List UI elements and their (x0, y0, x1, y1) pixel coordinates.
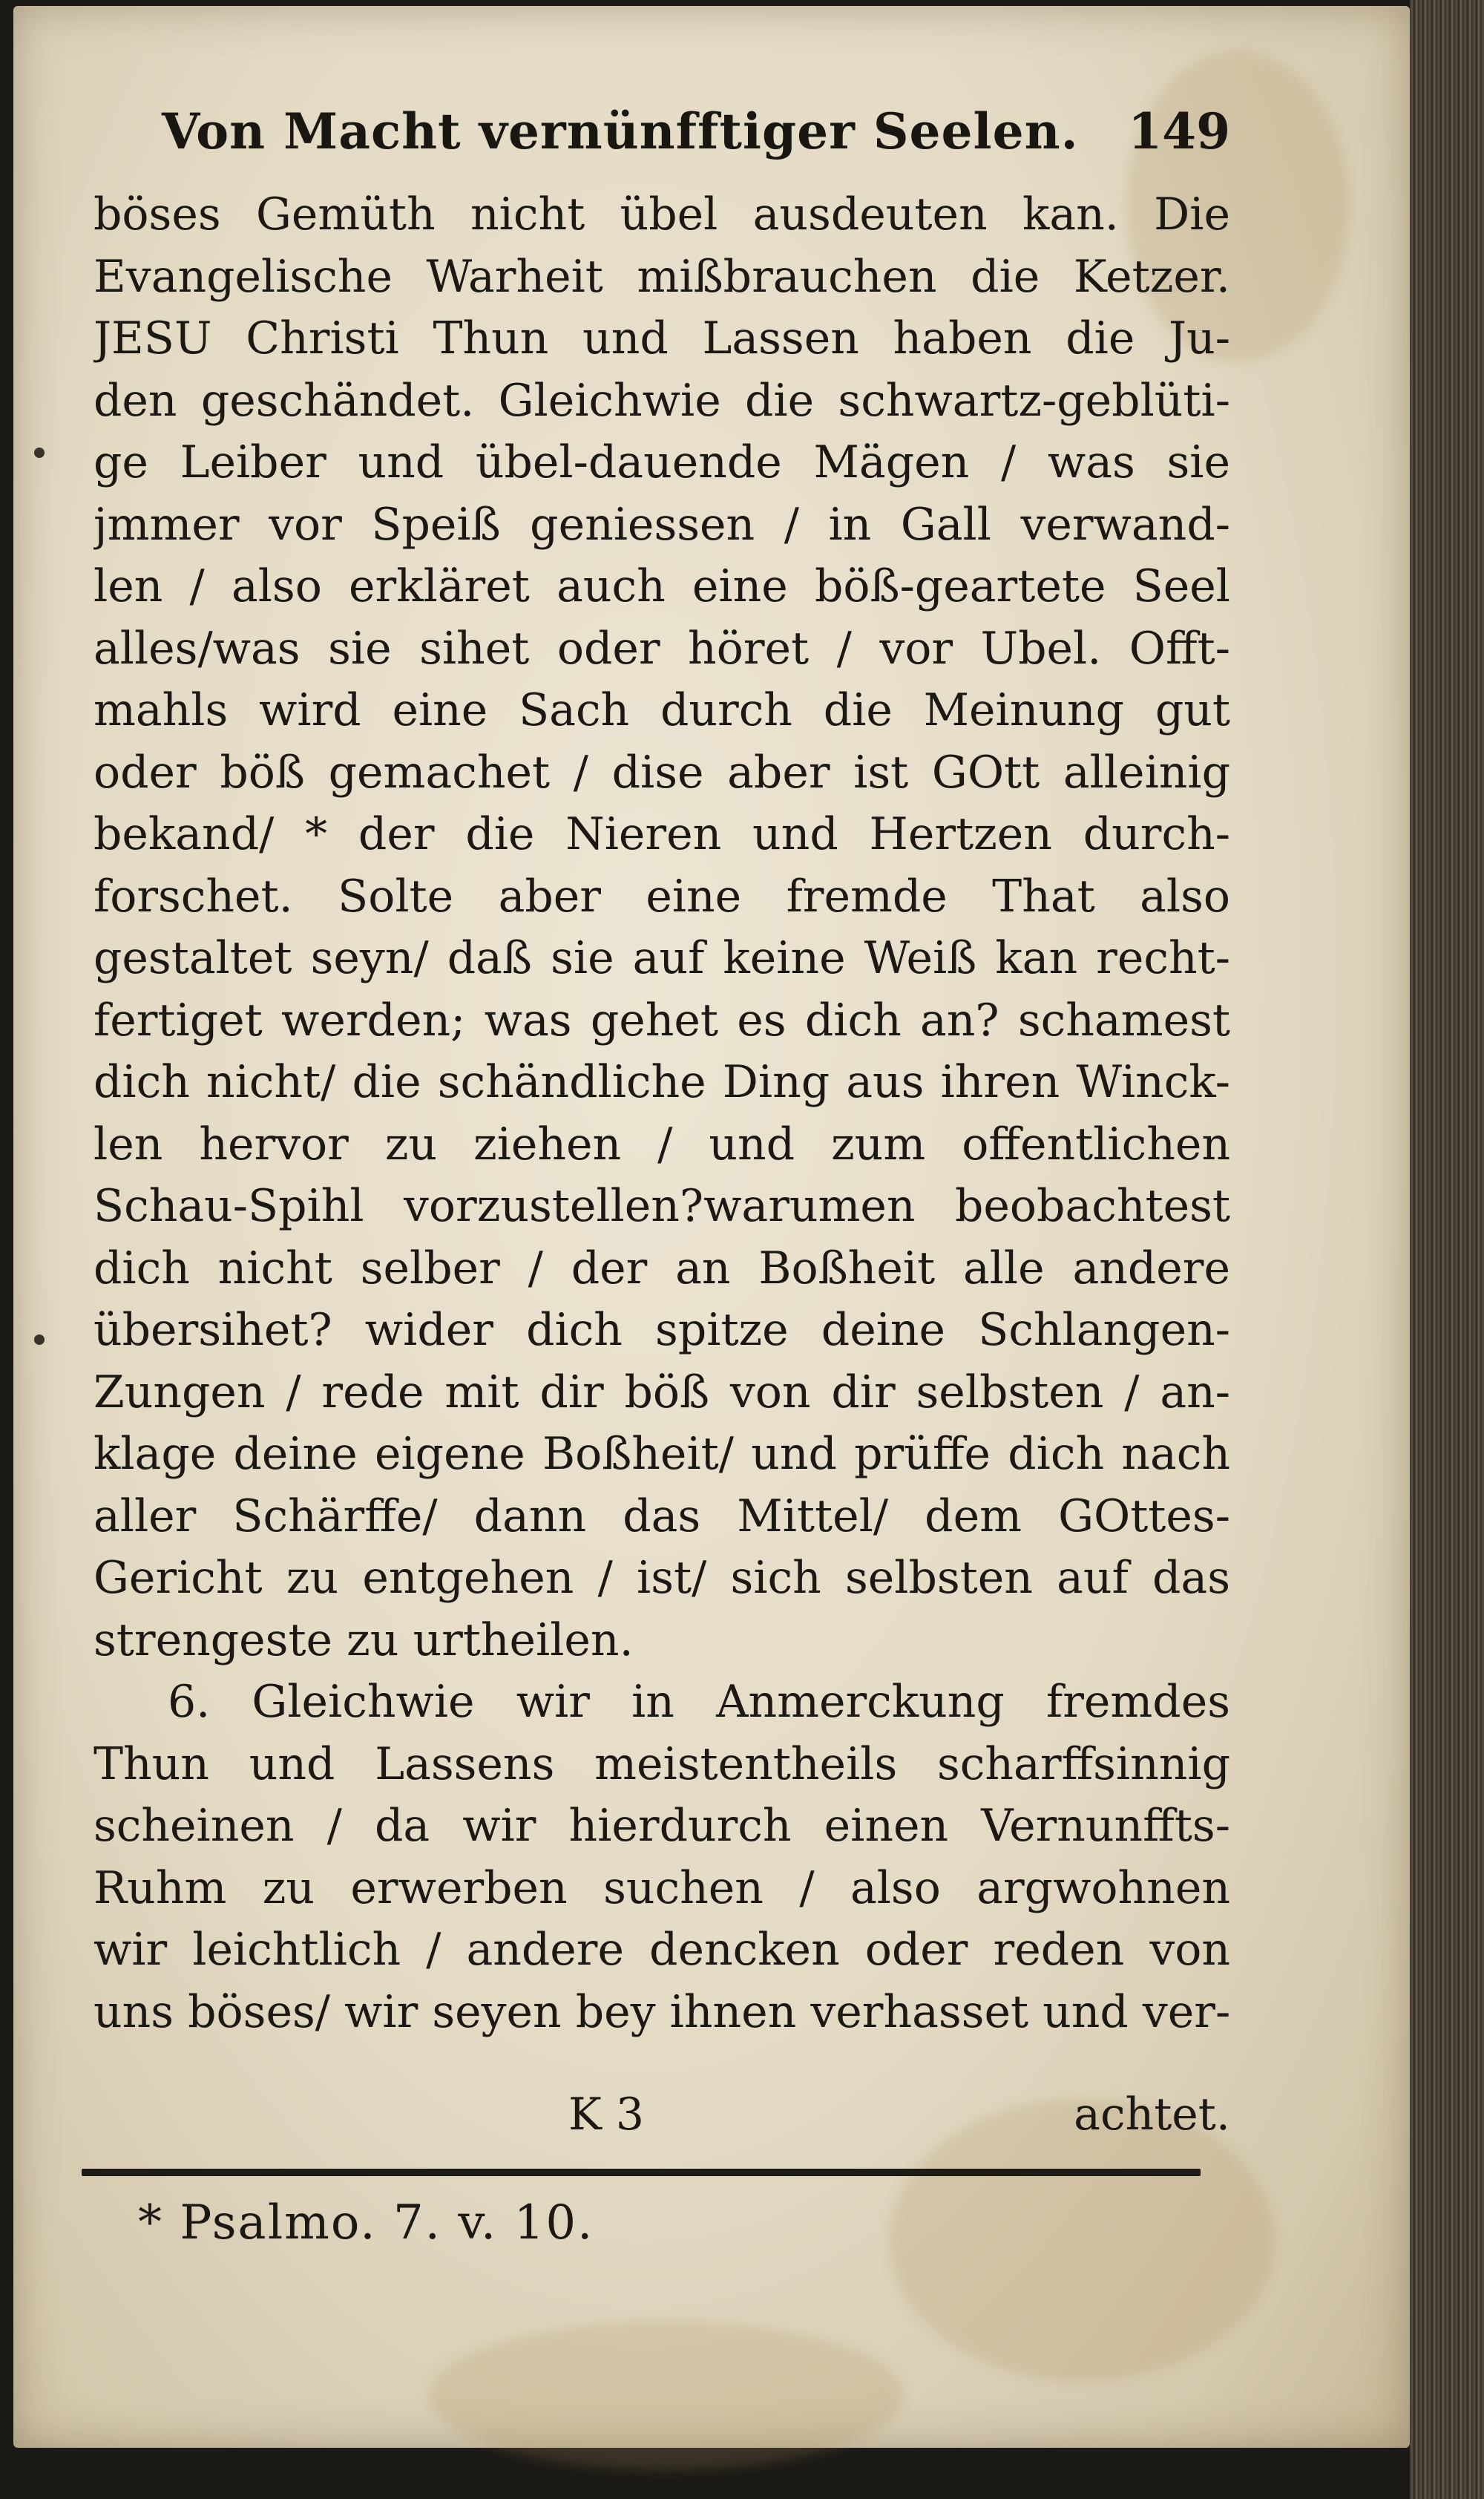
text-line: oder böß gemachet / dise aber ist GOtt alleinig (93, 746, 1230, 799)
text-line: strengeste zu urtheilen. (93, 1614, 634, 1666)
text-line: Zungen / rede mit dir böß von dir selbsten / an- (93, 1366, 1230, 1418)
catchword: achtet. (1074, 2089, 1230, 2141)
text-line: Gericht zu entgehen / ist/ sich selbsten auf das (93, 1552, 1230, 1604)
text-line: klage deine eigene Boßheit/ und prüffe dich nach (93, 1428, 1230, 1480)
catch-row (93, 2081, 1230, 2148)
text-line: wir leichtlich / andere dencken oder reden von (93, 1924, 1230, 1976)
text-line: aller Schärffe/ dann das Mittel/ dem GOttes- (93, 1490, 1230, 1542)
body-text (93, 184, 1230, 2043)
text-line: forschet. Solte aber eine fremde That also (93, 870, 1230, 923)
paragraph-start-line: 6. Gleichwie wir in Anmerckung fremdes (168, 1676, 1230, 1728)
text-line: ge Leiber und übel-dauende Mägen / was sie (93, 436, 1230, 488)
text-line: JESU Christi Thun und Lassen haben die Ju- (93, 312, 1230, 364)
text-line: mahls wird eine Sach durch die Meinung gut (93, 684, 1230, 736)
text-line: den geschändet. Gleichwie die schwartz-geblüti- (93, 374, 1230, 427)
page-number: 149 (1128, 102, 1230, 160)
footnote-rule (82, 2169, 1201, 2176)
page-edges (1410, 0, 1484, 2499)
margin-ink-mark (34, 1334, 45, 1345)
text-line: gestaltet seyn/ daß sie auf keine Weiß kan recht- (93, 932, 1230, 984)
text-line: fertiget werden; was gehet es dich an? schamest (93, 994, 1230, 1047)
text-line: Schau-Spihl vorzustellen?warumen beobachtest (93, 1180, 1230, 1232)
page-header (162, 102, 1230, 177)
text-line: Ruhm zu erwerben suchen / also argwohnen (93, 1861, 1230, 1914)
text-line: len / also erkläret auch eine böß-geartete Seel (93, 560, 1230, 612)
text-line: übersihet? wider dich spitze deine Schlangen- (93, 1304, 1230, 1356)
footnote: * Psalmo. 7. v. 10. (138, 2195, 594, 2250)
book-page (13, 6, 1410, 2448)
text-line: dich nicht selber / der an Boßheit alle andere (93, 1242, 1230, 1294)
text-line: Evangelische Warheit mißbrauchen die Ketzer. (93, 250, 1230, 303)
text-line: Thun und Lassens meistentheils scharffsinnig (93, 1737, 1230, 1790)
text-line: scheinen / da wir hierdurch einen Vernunffts- (93, 1800, 1230, 1852)
text-line: uns böses/ wir seyen bey ihnen verhasset und ver- (93, 1985, 1230, 2038)
text-line: bekand/ * der die Nieren und Hertzen durch- (93, 808, 1230, 860)
text-line: jmmer vor Speiß geniessen / in Gall verwand- (93, 498, 1230, 551)
text-line: len hervor zu ziehen / und zum offentlichen (93, 1118, 1230, 1170)
text-line: dich nicht/ die schändliche Ding aus ihren Winck- (93, 1056, 1230, 1108)
text-line: böses Gemüth nicht übel ausdeuten kan. Die (93, 189, 1230, 240)
margin-ink-mark (34, 448, 45, 458)
signature-mark: K 3 (568, 2089, 645, 2141)
running-head: Von Macht vernünfftiger Seelen. (162, 102, 1079, 160)
text-line: alles/was sie sihet oder höret / vor Ubel. Offt- (93, 622, 1230, 675)
